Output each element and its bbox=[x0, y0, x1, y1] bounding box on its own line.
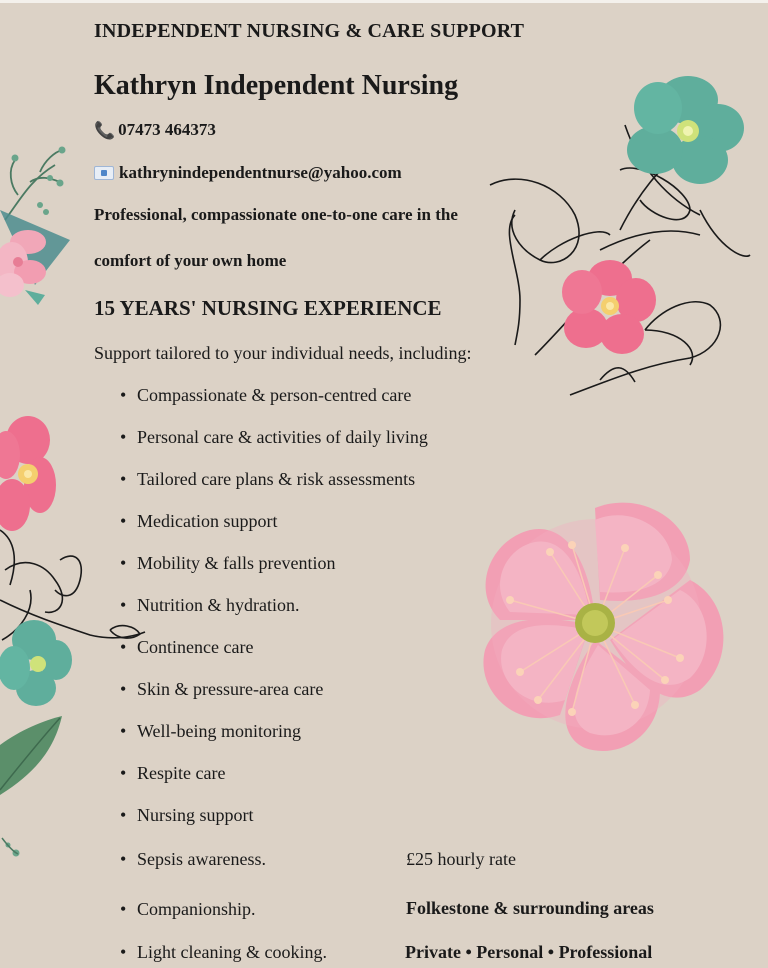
list-item: • Nursing support bbox=[120, 805, 254, 825]
business-name: Kathryn Independent Nursing bbox=[94, 70, 459, 101]
phone-number[interactable]: 07473 464373 bbox=[118, 120, 216, 139]
list-item: • Continence care bbox=[120, 637, 254, 657]
list-item: • Compassionate & person-centred care bbox=[120, 385, 412, 405]
list-item: • Well-being monitoring bbox=[120, 721, 302, 741]
email-line bbox=[94, 163, 402, 183]
pink-flower-right bbox=[562, 260, 656, 354]
list-item: • Sepsis awareness. bbox=[120, 849, 266, 869]
pink-flower-top-left bbox=[0, 230, 46, 297]
list-item: • Mobility & falls prevention bbox=[120, 553, 336, 573]
pink-flower-left bbox=[0, 416, 56, 531]
page-heading: INDEPENDENT NURSING & CARE SUPPORT bbox=[94, 20, 525, 42]
phone-line bbox=[94, 120, 216, 140]
values-tagline: Private • Personal • Professional bbox=[405, 942, 653, 962]
list-item: • Personal care & activities of daily living bbox=[120, 427, 428, 447]
list-item: • Medication support bbox=[120, 511, 278, 531]
twig-buds bbox=[12, 147, 66, 216]
teal-flower-left bbox=[0, 620, 72, 706]
envelope-icon bbox=[94, 166, 114, 180]
teal-flower-top-right bbox=[627, 76, 744, 184]
list-item: • Light cleaning & cooking. bbox=[120, 942, 327, 962]
hourly-rate: £25 hourly rate bbox=[406, 849, 516, 869]
list-item: • Tailored care plans & risk assessments bbox=[120, 469, 416, 489]
tagline-line-2: comfort of your own home bbox=[94, 251, 287, 270]
small-leaf bbox=[25, 290, 45, 305]
experience-heading: 15 YEARS' NURSING EXPERIENCE bbox=[94, 296, 442, 320]
green-leaf bbox=[0, 716, 62, 795]
list-item: • Nutrition & hydration. bbox=[120, 595, 300, 615]
tagline-line-1: Professional, compassionate one-to-one care in the bbox=[94, 205, 458, 224]
services-intro: Support tailored to your individual needs, including: bbox=[94, 343, 472, 363]
telephone-icon: 📞 bbox=[94, 120, 116, 140]
list-item: • Companionship. bbox=[120, 899, 256, 919]
list-item: • Skin & pressure-area care bbox=[120, 679, 324, 699]
list-item: • Respite care bbox=[120, 763, 226, 783]
email-address[interactable]: kathrynindependentnurse@yahoo.com bbox=[119, 163, 402, 182]
service-area: Folkestone & surrounding areas bbox=[406, 898, 654, 918]
large-blossom bbox=[483, 503, 723, 751]
